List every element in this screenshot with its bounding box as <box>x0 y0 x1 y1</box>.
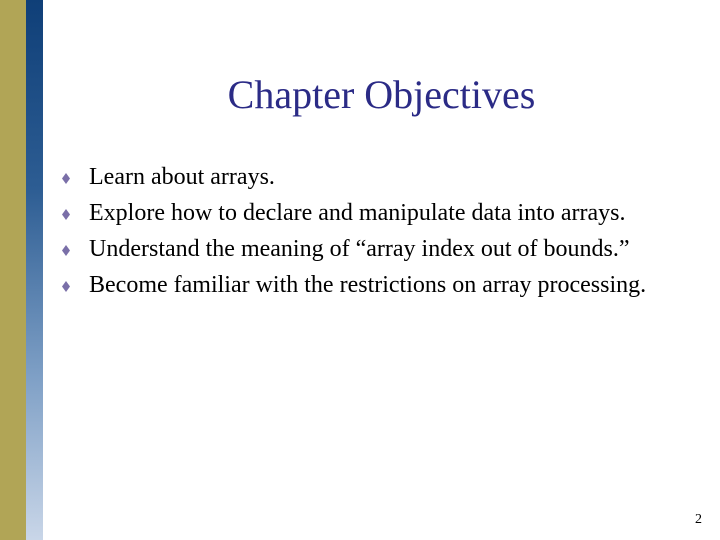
bullet-text: Understand the meaning of “array index out of bounds.” <box>89 236 630 262</box>
bullet-item <box>62 270 672 301</box>
sidebar-stripe-olive <box>0 0 26 540</box>
sidebar-stripe-blue <box>26 0 43 540</box>
bullet-text: Explore how to declare and manipulate data into arrays. <box>89 200 626 226</box>
diamond-bullet-icon <box>62 209 70 220</box>
bullet-text: Become familiar with the restrictions on array processing. <box>89 272 647 298</box>
bullet-list <box>62 162 672 306</box>
diamond-bullet-icon <box>62 245 70 256</box>
bullet-item <box>62 198 672 229</box>
slide-title: Chapter Objectives <box>227 72 536 117</box>
bullet-item <box>62 234 672 265</box>
diamond-bullet-icon <box>62 281 70 292</box>
page-number: 2 <box>695 512 702 527</box>
bullet-item <box>62 162 672 193</box>
bullet-text: Learn about arrays. <box>89 164 275 190</box>
diamond-bullet-icon <box>62 173 70 184</box>
